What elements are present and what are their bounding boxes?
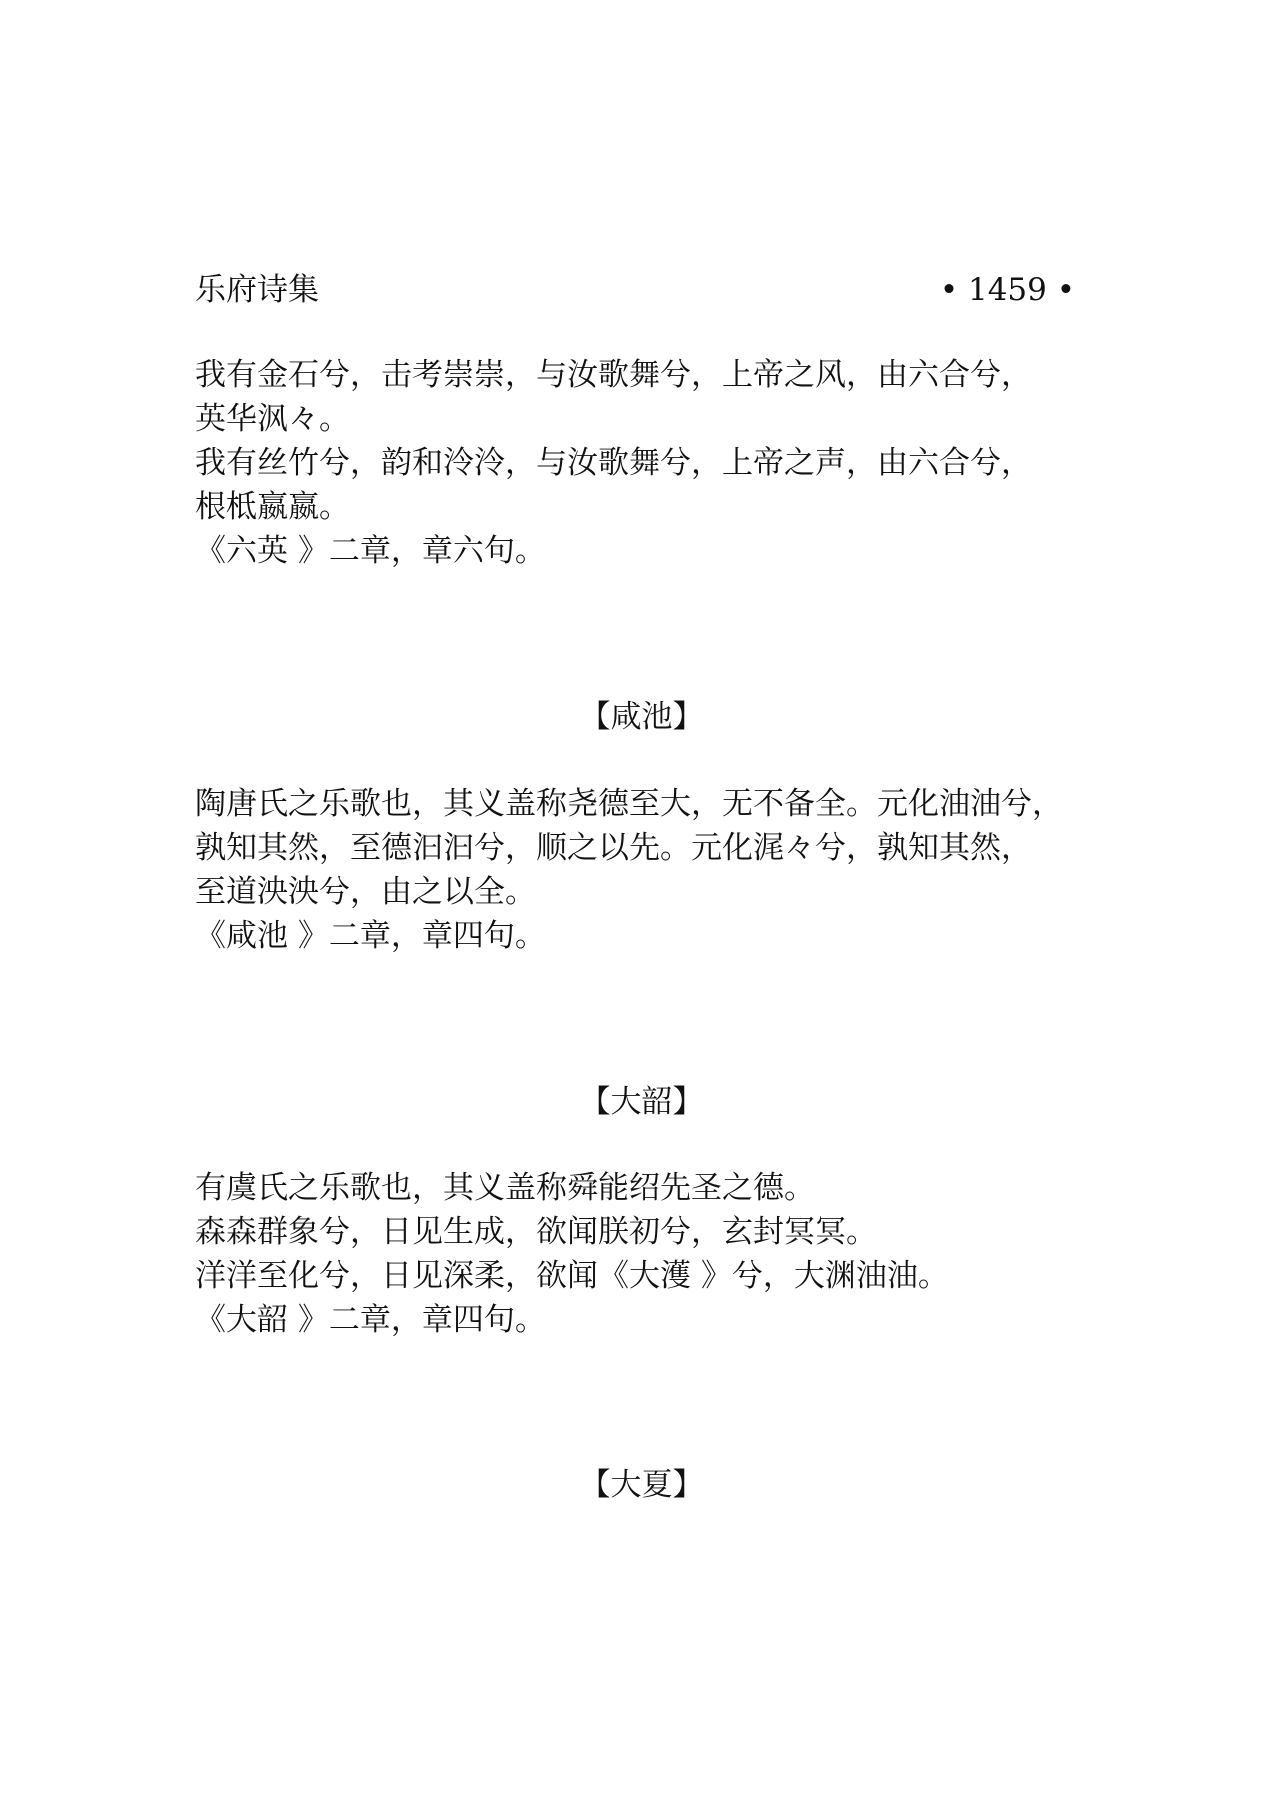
- verse-line: 根柢嬴嬴。: [195, 489, 350, 525]
- verse-line: 英华沨々。: [195, 401, 350, 437]
- verse-line: 有虞氏之乐歌也，其义盖称舜能绍先圣之德。: [195, 1170, 815, 1206]
- page-number: • 1459 •: [939, 272, 1075, 308]
- verse-line: 森森群象兮，日见生成，欲闻朕初兮，玄封冥冥。: [195, 1214, 877, 1250]
- verse-line: 至道泱泱兮，由之以全。: [195, 874, 536, 910]
- section-title-xianchi: 【咸池】: [579, 699, 704, 735]
- page-header: [195, 268, 1075, 312]
- verse-line: 孰知其然，至德汩汩兮，顺之以先。元化浘々兮，孰知其然，: [195, 830, 1032, 866]
- verse-note: 《六英 》二章，章六句。: [195, 533, 546, 569]
- verse-note: 《大韶 》二章，章四句。: [195, 1302, 546, 1338]
- liuying-verses: [195, 353, 1115, 573]
- dashao-verses: [195, 1166, 1115, 1342]
- section-title-daxia: 【大夏】: [579, 1467, 704, 1503]
- verse-line: 我有金石兮，击考崇崇，与汝歌舞兮，上帝之风，由六合兮，: [195, 357, 1032, 393]
- xianchi-verses: [195, 782, 1115, 958]
- verse-note: 《咸池 》二章，章四句。: [195, 918, 546, 954]
- verse-line: 我有丝竹兮，韵和泠泠，与汝歌舞兮，上帝之声，由六合兮，: [195, 445, 1032, 481]
- section-title-dashao: 【大韶】: [579, 1084, 704, 1120]
- verse-line: 陶唐氏之乐歌也，其义盖称尧德至大，无不备全。元化油油兮，: [195, 786, 1063, 822]
- verse-line: 洋洋至化兮，日见深柔，欲闻《大濩 》兮，大渊油油。: [195, 1258, 949, 1294]
- book-title: 乐府诗集: [195, 272, 319, 308]
